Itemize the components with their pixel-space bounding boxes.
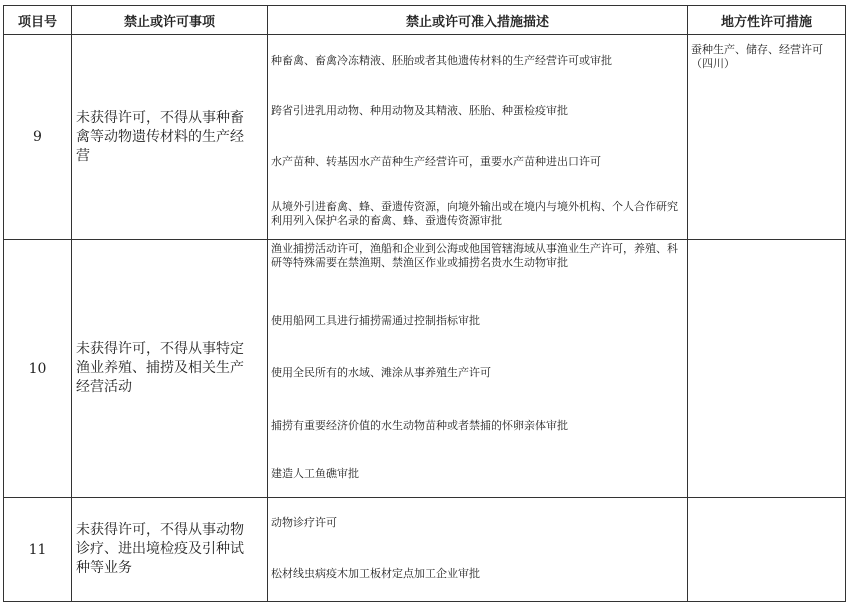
row-measures xyxy=(268,240,688,498)
table-row xyxy=(4,240,846,498)
header-id: 项目号 xyxy=(4,6,72,35)
row-measures xyxy=(268,498,688,602)
measure-text: 从境外引进畜禽、蜂、蚕遗传资源，向境外输出或在境内与境外机构、个人合作研究利用列入保护名录的畜禽、蜂、蚕遗传资源审批 xyxy=(271,200,678,227)
row-id: 10 xyxy=(4,240,72,498)
table-row xyxy=(4,498,846,602)
row-item: 未获得许可，不得从事种畜禽等动物遗传材料的生产经营 xyxy=(72,35,268,240)
measure-text: 使用全民所有的水域、滩涂从事养殖生产许可 xyxy=(271,366,491,379)
header-measures: 禁止或许可准入措施描述 xyxy=(268,6,688,35)
table-header-row xyxy=(4,6,846,35)
measure-text: 水产苗种、转基因水产苗种生产经营许可，重要水产苗种进出口许可 xyxy=(271,155,601,168)
row-local xyxy=(688,240,846,498)
measure-text: 种畜禽、畜禽冷冻精液、胚胎或者其他遗传材料的生产经营许可或审批 xyxy=(271,54,612,67)
document-page xyxy=(3,5,846,602)
row-local xyxy=(688,498,846,602)
row-item: 未获得许可，不得从事动物诊疗、进出境检疫及引种试种等业务 xyxy=(72,498,268,602)
measure-text: 捕捞有重要经济价值的水生动物苗种或者禁捕的怀卵亲体审批 xyxy=(271,419,568,432)
row-id: 9 xyxy=(4,35,72,240)
measure-text: 动物诊疗许可 xyxy=(271,516,337,529)
measure-text: 使用船网工具进行捕捞需通过控制指标审批 xyxy=(271,314,480,327)
measure-text: 建造人工鱼礁审批 xyxy=(271,467,359,480)
policy-table xyxy=(3,5,846,602)
row-id: 11 xyxy=(4,498,72,602)
header-item: 禁止或许可事项 xyxy=(72,6,268,35)
header-local: 地方性许可措施 xyxy=(688,6,846,35)
measure-text: 松材线虫病疫木加工板材定点加工企业审批 xyxy=(271,567,480,580)
row-measures xyxy=(268,35,688,240)
row-local: 蚕种生产、储存、经营许可（四川） xyxy=(688,35,846,240)
measure-text: 渔业捕捞活动许可，渔船和企业到公海或他国管辖海域从事渔业生产许可，养殖、科研等特殊需要在禁渔期、禁渔区作业或捕捞名贵水生动物审批 xyxy=(271,242,678,269)
row-item: 未获得许可，不得从事特定渔业养殖、捕捞及相关生产经营活动 xyxy=(72,240,268,498)
measure-text: 跨省引进乳用动物、种用动物及其精液、胚胎、种蛋检疫审批 xyxy=(271,104,568,117)
table-row xyxy=(4,35,846,240)
